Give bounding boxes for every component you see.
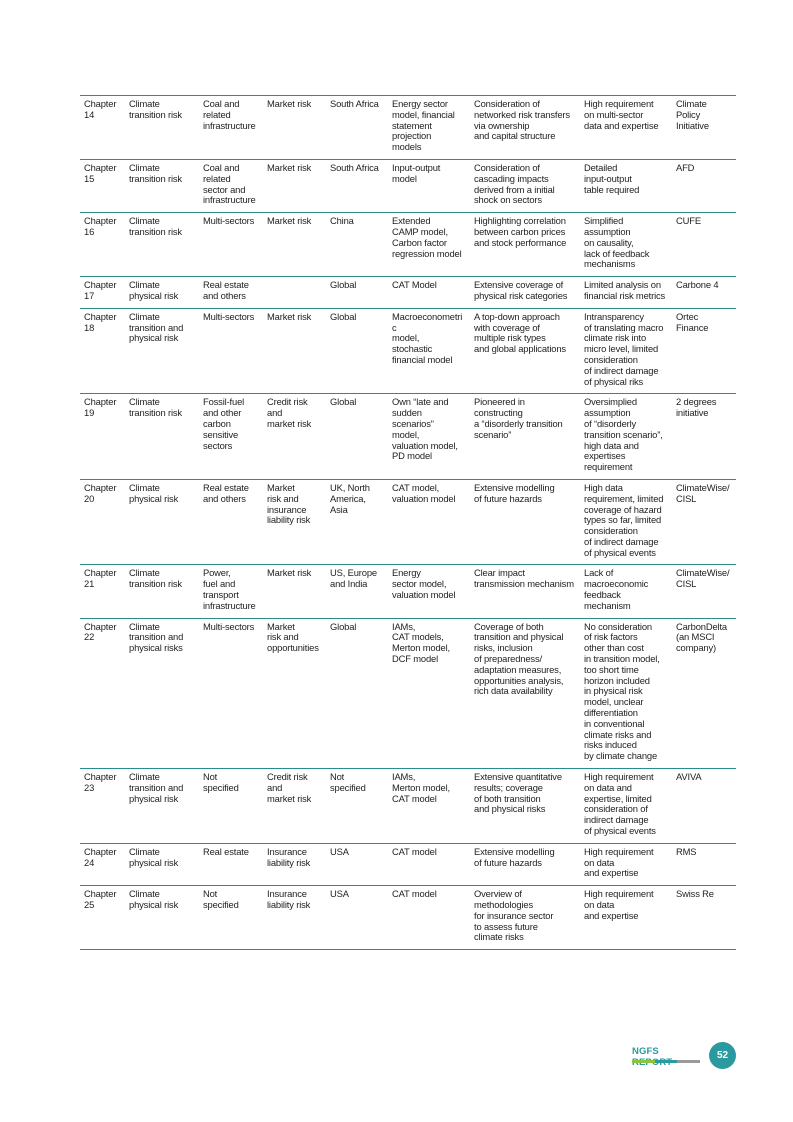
cell-chapter: Chapter 23 [84, 771, 117, 793]
cell-financial-risk: Insurance liability risk [267, 845, 311, 868]
cell-limitations: High requirement on data and expertise, limited consideration of indirect damage of physical events [584, 771, 656, 837]
cell-sector: Not specified [203, 888, 239, 910]
cell-models: Energy sector model, financial statement projection models [392, 98, 455, 153]
cell-financial-risk: Market risk [267, 98, 312, 109]
cell-strengths: Pioneered in constructing a “disorderly transition scenario” [474, 396, 563, 440]
cell-risk-type: Climate transition risk [129, 396, 182, 419]
table-row [80, 277, 736, 309]
cell-strengths: Overview of methodologies for insurance sector to assess future climate risks [474, 888, 554, 943]
cell-financial-risk: Credit risk and market risk [267, 396, 312, 429]
cell-limitations: Oversimplied assumption of “disorderly transition scenario”, high data and expertises requirement [584, 396, 663, 473]
cell-models: Macroeconometric model, stochastic financial model [392, 310, 463, 365]
cell-region: US, Europe and India [330, 567, 377, 590]
cell-risk-type: Climate transition risk [129, 567, 182, 590]
cell-sector: Power, fuel and transport infrastructure [203, 567, 256, 611]
cell-chapter: Chapter 14 [84, 98, 117, 120]
cell-provider: Swiss Re [676, 888, 714, 900]
cell-models: CAT model [392, 845, 437, 857]
cell-chapter: Chapter 20 [84, 481, 117, 504]
cell-limitations: High data requirement, limited coverage of hazard types so far, limited consideration of indirect damage of physical events [584, 481, 664, 558]
table-row [80, 618, 736, 768]
cell-risk-type: Climate physical risk [129, 888, 179, 910]
cell-models: CAT model [392, 888, 437, 900]
cell-sector: Multi-sectors [203, 310, 255, 322]
cell-risk-type: Climate transition and physical risk [129, 771, 184, 804]
cell-sector: Real estate and others [203, 481, 249, 504]
cell-provider: AFD [676, 161, 695, 173]
cell-strengths: Consideration of networked risk transfers via ownership and capital structure [474, 98, 570, 142]
footer-color-bars [632, 1060, 700, 1063]
cell-provider: CUFE [676, 215, 701, 227]
cell-sector: Multi-sectors [203, 215, 255, 227]
cell-region: Global [330, 310, 357, 322]
cell-chapter: Chapter 17 [84, 279, 117, 301]
cell-chapter: Chapter 25 [84, 888, 117, 910]
cell-financial-risk: Market risk and opportunities [267, 620, 319, 654]
footer-bar-grey [677, 1060, 700, 1063]
cell-sector: Real estate [203, 845, 249, 857]
cell-provider: ClimateWise/ CISL [676, 481, 730, 504]
cell-models: Extended CAMP model, Carbon factor regression model [392, 215, 462, 259]
case-studies-table [80, 95, 736, 950]
cell-strengths: Consideration of cascading impacts derived from a initial shock on sectors [474, 161, 555, 206]
cell-region: China [330, 215, 354, 227]
cell-provider: AVIVA [676, 771, 702, 783]
cell-provider: 2 degrees initiative [676, 396, 717, 419]
table-row [80, 213, 736, 277]
cell-financial-risk: Credit risk and market risk [267, 771, 312, 804]
cell-chapter: Chapter 24 [84, 845, 117, 868]
cell-risk-type: Climate transition risk [129, 98, 182, 120]
cell-provider: CarbonDelta (an MSCI company) [676, 620, 727, 654]
footer-brand: NGFS [632, 1046, 659, 1057]
cell-chapter: Chapter 19 [84, 396, 117, 419]
cell-provider: RMS [676, 845, 697, 857]
footer-bar-teal [655, 1060, 677, 1063]
cell-financial-risk: Market risk and insurance liability risk [267, 481, 311, 526]
cell-strengths: A top-down approach with coverage of multiple risk types and global applications [474, 310, 566, 355]
cell-sector: Real estate and others [203, 279, 249, 301]
cell-region: UK, North America, Asia [330, 481, 370, 515]
cell-provider: Ortec Finance [676, 310, 709, 333]
cell-financial-risk: Insurance liability risk [267, 888, 311, 910]
cell-sector: Coal and related infrastructure [203, 98, 256, 131]
table-row [80, 769, 736, 844]
cell-models: Input-output model [392, 161, 441, 184]
cell-limitations: High requirement on data and expertise [584, 845, 654, 879]
cell-models: CAT Model [392, 279, 437, 291]
cell-region: South Africa [330, 98, 379, 109]
cell-strengths: Extensive quantitative results; coverage of both transition and physical risks [474, 771, 562, 815]
cell-sector: Fossil-fuel and other carbon sensitive sectors [203, 396, 245, 451]
cell-chapter: Chapter 18 [84, 310, 117, 333]
table-row [80, 843, 736, 885]
cell-region: Global [330, 396, 357, 408]
cell-strengths: Extensive modelling of future hazards [474, 481, 555, 504]
table-row [80, 96, 736, 160]
cell-provider: Carbone 4 [676, 279, 719, 291]
table-row [80, 479, 736, 565]
cell-sector: Multi-sectors [203, 620, 255, 632]
cell-financial-risk: Market risk [267, 161, 312, 173]
cell-region: USA [330, 888, 349, 900]
cell-risk-type: Climate physical risk [129, 481, 179, 504]
cell-region: Global [330, 620, 357, 632]
cell-models: IAMs, Merton model, CAT model [392, 771, 450, 804]
cell-chapter: Chapter 21 [84, 567, 117, 590]
cell-models: Energy sector model, valuation model [392, 567, 456, 601]
cell-risk-type: Climate transition risk [129, 161, 182, 184]
cell-chapter: Chapter 16 [84, 215, 117, 237]
cell-financial-risk: Market risk [267, 567, 312, 579]
table-row [80, 308, 736, 394]
table-row [80, 886, 736, 950]
cell-region: USA [330, 845, 349, 857]
cell-limitations: Limited analysis on financial risk metrics [584, 279, 666, 301]
page-number-badge: 52 [709, 1042, 736, 1069]
cell-limitations: Lack of macroeconomic feedback mechanism [584, 567, 649, 611]
cell-strengths: Coverage of both transition and physical risks, inclusion of preparedness/ adaptation measures, opportunities analysis, rich data availability [474, 620, 564, 697]
cell-provider: ClimateWise/ CISL [676, 567, 730, 590]
cell-region: Not specified [330, 771, 366, 793]
cell-strengths: Extensive modelling of future hazards [474, 845, 555, 868]
footer-bar-green [632, 1060, 655, 1063]
cell-chapter: Chapter 22 [84, 620, 117, 643]
cell-limitations: High requirement on multi-sector data and expertise [584, 98, 659, 131]
cell-financial-risk: Market risk [267, 310, 312, 322]
cell-risk-type: Climate physical risk [129, 279, 179, 301]
cell-limitations: Detailed input-output table required [584, 161, 640, 195]
cell-provider: Climate Policy Initiative [676, 98, 709, 131]
cell-sector: Not specified [203, 771, 239, 793]
cell-sector: Coal and related sector and infrastructure [203, 161, 256, 206]
cell-models: Own “late and sudden scenarios” model, valuation model, PD model [392, 396, 458, 462]
cell-risk-type: Climate transition and physical risk [129, 310, 184, 344]
cell-strengths: Clear impact transmission mechanism [474, 567, 574, 590]
cell-risk-type: Climate transition and physical risks [129, 620, 184, 654]
cell-strengths: Highlighting correlation between carbon prices and stock performance [474, 215, 567, 248]
table-body [80, 96, 736, 950]
cell-limitations: No consideration of risk factors other than cost in transition model, too short time horizon included in physical risk model, unclear differentiation in conventional climate risks and risks induced by climate change [584, 620, 660, 762]
cell-risk-type: Climate physical risk [129, 845, 179, 868]
cell-limitations: High requirement on data and expertise [584, 888, 654, 921]
cell-region: South Africa [330, 161, 379, 173]
table-row [80, 565, 736, 618]
table-row [80, 394, 736, 480]
cell-strengths: Extensive coverage of physical risk categories [474, 279, 568, 301]
cell-limitations: Intransparency of translating macro climate risk into micro level, limited consideration of indirect damage of physical riks [584, 310, 664, 387]
cell-financial-risk [263, 277, 326, 309]
cell-models: CAT model, valuation model [392, 481, 456, 504]
cell-chapter: Chapter 15 [84, 161, 117, 184]
cell-models: IAMs, CAT models, Merton model, DCF model [392, 620, 450, 665]
cell-limitations: Simplified assumption on causality, lack of feedback mechanisms [584, 215, 650, 270]
table-row [80, 159, 736, 212]
cell-financial-risk: Market risk [267, 215, 312, 227]
cell-risk-type: Climate transition risk [129, 215, 182, 237]
cell-region: Global [330, 279, 357, 291]
